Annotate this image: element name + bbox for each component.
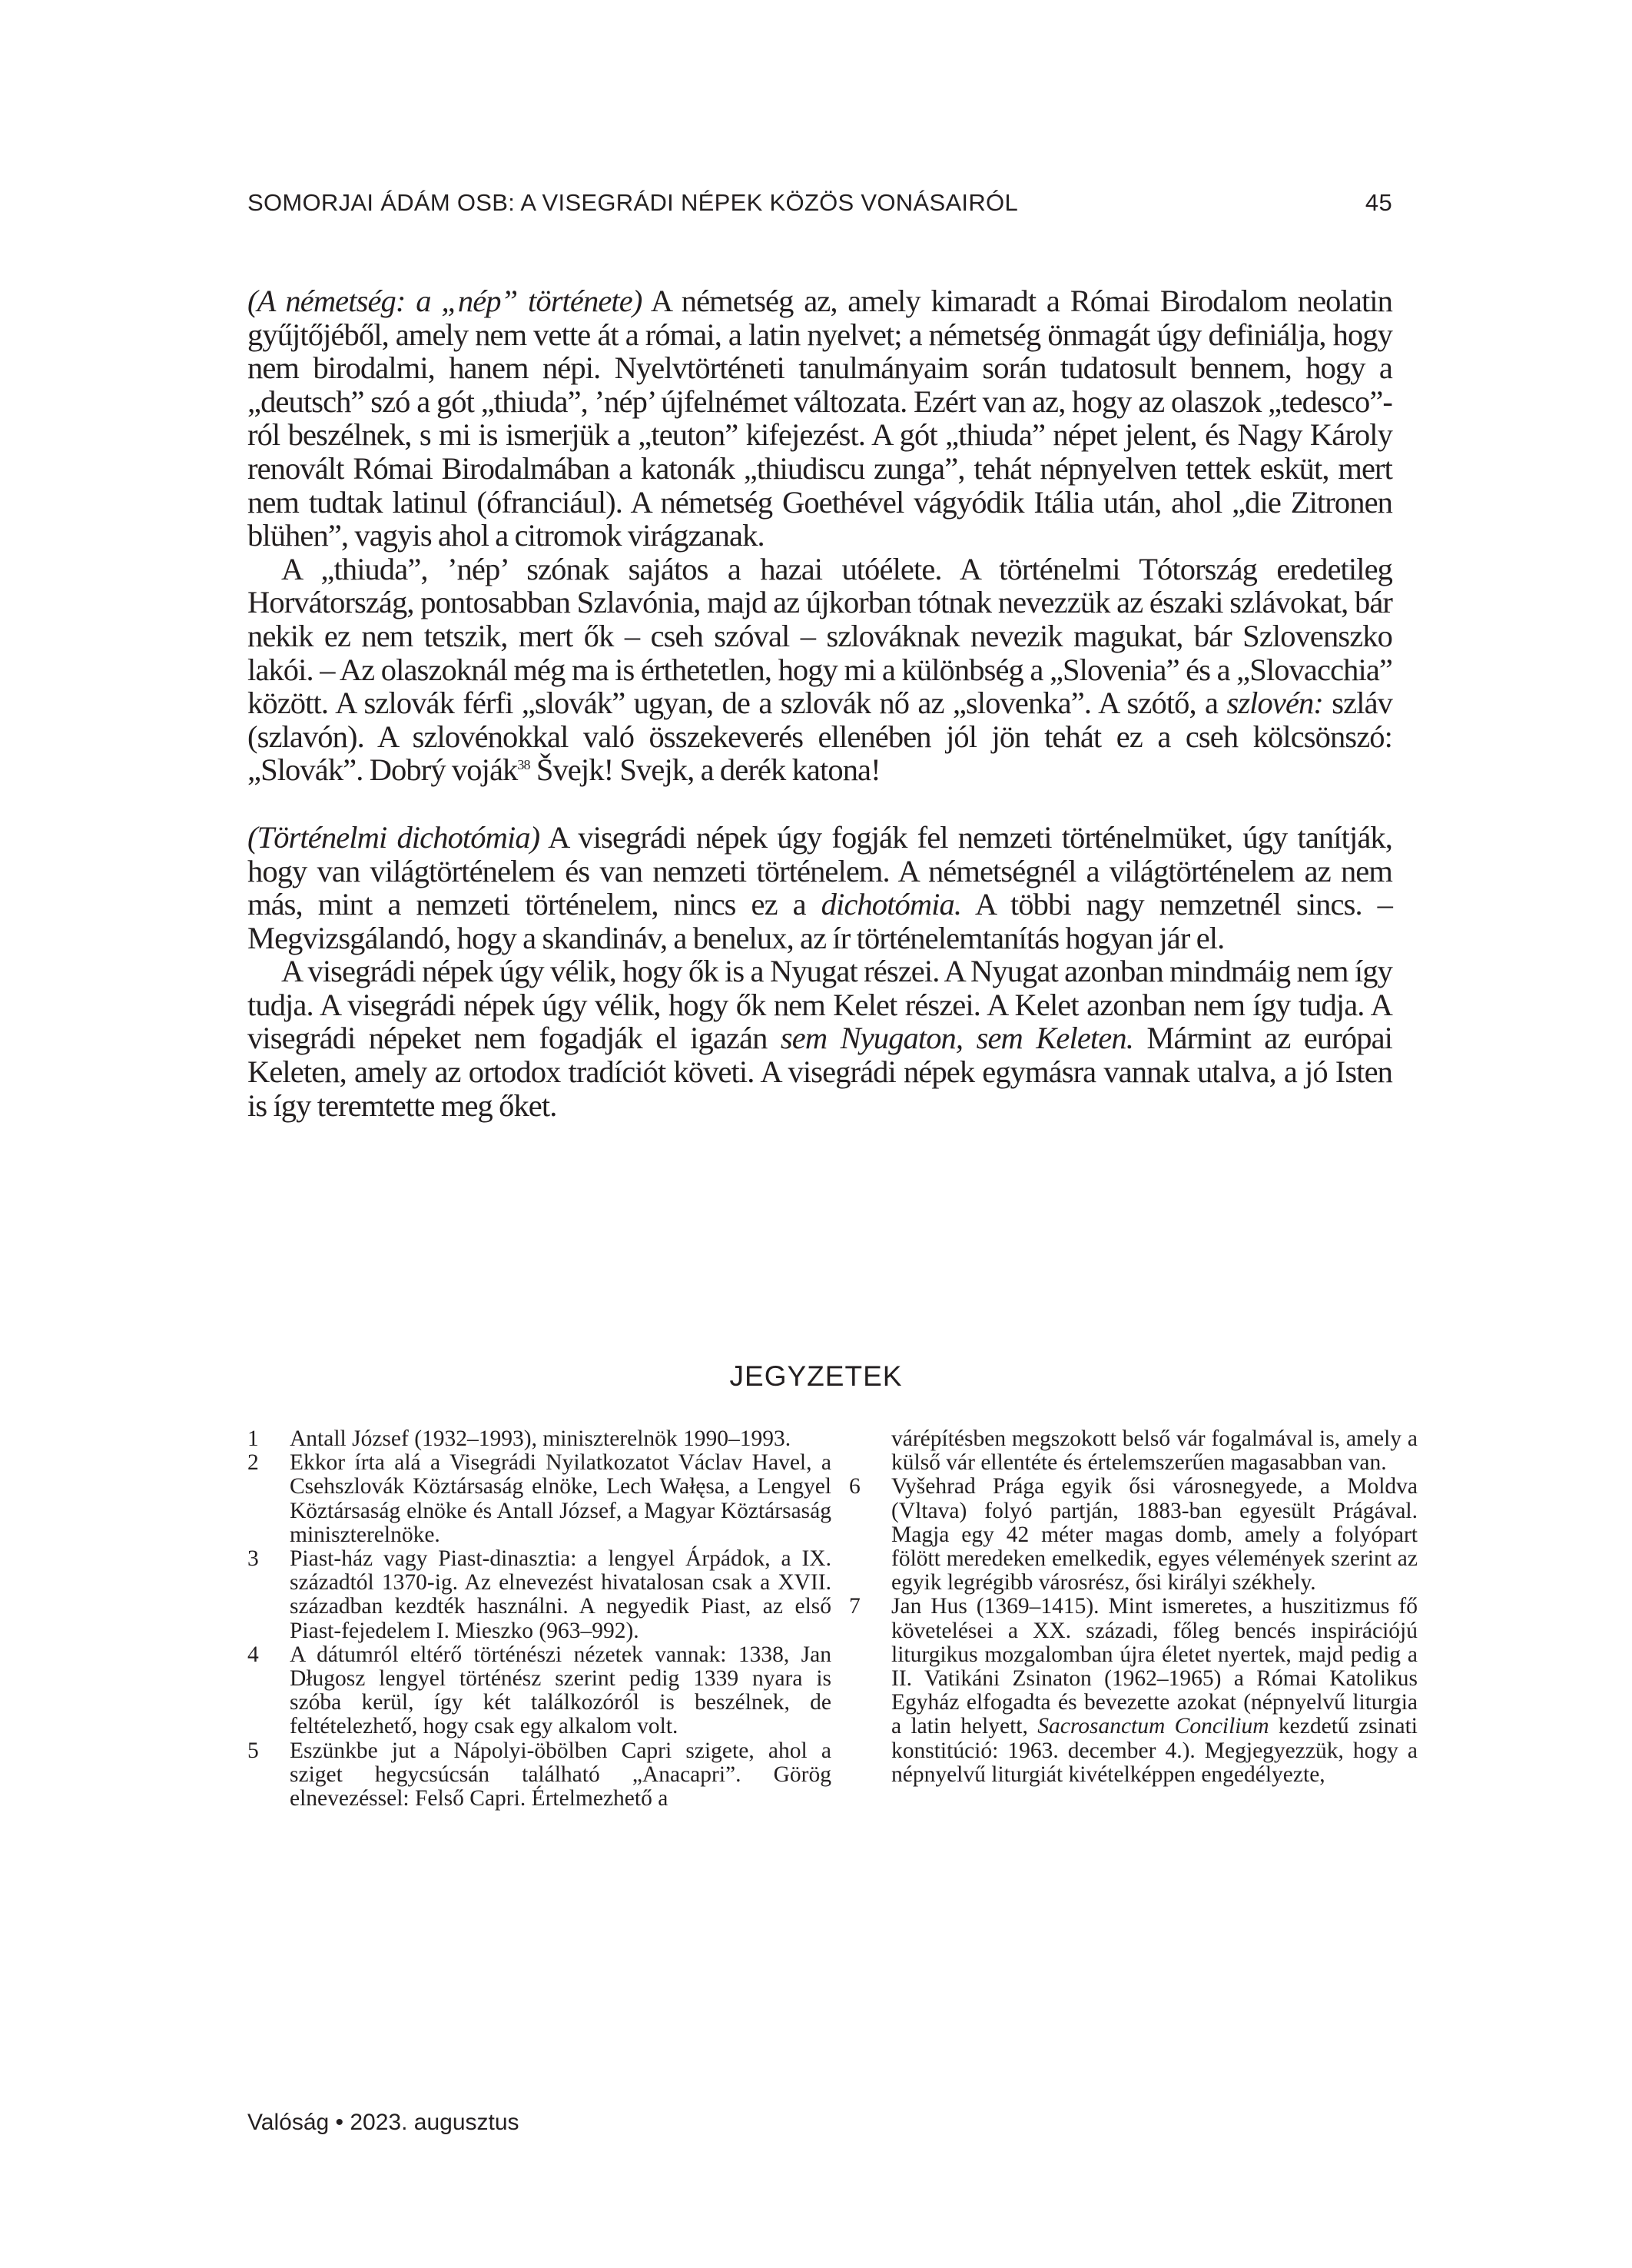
footnote-text: A dátumról eltérő történészi nézetek vannak: 1338, Jan Długosz lengyel történész szerint pedig 1339 nyara is szóba kerül, így két találkozóról is beszélnek, de feltételezhető, hogy csak egy alkalom volt. bbox=[290, 1642, 831, 1739]
footnote-3 bbox=[247, 1547, 831, 1643]
footnote-number: 1 bbox=[247, 1426, 259, 1451]
footnote-reference[interactable]: 38 bbox=[517, 757, 530, 773]
footnote-5-continued bbox=[849, 1427, 1418, 1475]
page-number: 45 bbox=[1365, 189, 1392, 216]
paragraph-nyugat-kelet: A visegrádi népek úgy vélik, hogy ők is a Nyugat részei. A Nyugat azonban mindmáig nem így tudja. A visegrádi népek úgy vélik, hogy ők nem Kelet részei. A Kelet azonban nem így tudja. A visegrádi népeket nem fogadják el igazán sem Nyugaton, sem Keleten. Mármint az európai Keleten, amely az ortodox tradíciót követi. A visegrádi népek egymásra vannak utalva, a jó Isten is így teremtette meg őket. bbox=[247, 954, 1392, 1123]
footnote-text: Ekkor írta alá a Visegrádi Nyilatkozatot Václav Havel, a Csehszlovák Köztársaság elnöke, Lech Wałęsa, a Lengyel Köztársaság elnöke és Antall József, a Magyar Köztársaság miniszterelnöke. bbox=[290, 1450, 831, 1547]
notes-column-left bbox=[247, 1427, 831, 1811]
footnote-text: Eszünkbe jut a Nápolyi-öbölben Capri szigete, ahol a sziget hegycsúcsán található „Anacapri”. Görög elnevezéssel: Felső Capri. Értelmezhető a bbox=[290, 1738, 831, 1811]
footnote-5 bbox=[247, 1739, 831, 1811]
italic-term-szloven: szlovén: bbox=[1226, 686, 1323, 721]
footnote-7 bbox=[849, 1595, 1418, 1787]
notes-column-right bbox=[849, 1427, 1418, 1787]
section-heading-dichotomia: (Történelmi dichotómia) bbox=[247, 819, 540, 855]
footnote-6 bbox=[849, 1475, 1418, 1595]
notes-heading: JEGYZETEK bbox=[729, 1360, 903, 1392]
italic-phrase-sem-nyugaton: sem Nyugaton, sem Keleten. bbox=[780, 1021, 1133, 1056]
footnote-text: Jan Hus (1369–1415). Mint ismeretes, a huszitizmus fő követelései a XX. századi, főleg bencés inspirációjú liturgikus mozgalomban újra életet nyertek, majd pedig a II. Vatikáni Zsinaton (1962–1965) a Római Katolikus Egyház elfogadta és bevezette azokat (népnyelvű liturgia a latin helyett, Sacrosanctum Concilium kezdetű zsinati konstitúció: 1963. december 4.). Megjegyezzük, hogy a népnyelvű liturgiát kivételképpen engedélyezte, bbox=[891, 1594, 1418, 1787]
footnote-number: 6 bbox=[849, 1474, 861, 1499]
footnote-number: 5 bbox=[247, 1738, 259, 1763]
footnote-4 bbox=[247, 1643, 831, 1739]
article-body bbox=[247, 284, 1392, 1122]
footnote-number: 2 bbox=[247, 1450, 259, 1476]
footnote-text: Piast-ház vagy Piast-dinasztia: a lengyel Árpádok, a IX. századtól 1370-ig. Az elnevezést hivatalosan csak a XVII. században kezdték használni. A negyedik Piast, az első Piast-fejedelem I. Mieszko (963–992). bbox=[290, 1546, 831, 1643]
page-footer: Valóság • 2023. augusztus bbox=[247, 2110, 519, 2135]
footnote-text: várépítésben megszokott belső vár fogalmával is, amely a külső vár ellentéte és értelemszerűen magasabban van. bbox=[891, 1426, 1418, 1476]
footnote-text: Antall József (1932–1993), miniszterelnök 1990–1993. bbox=[290, 1426, 791, 1451]
italic-title-sacrosanctum: Sacrosanctum Concilium bbox=[1037, 1714, 1269, 1739]
paragraph-thiuda: A „thiuda”, ’nép’ szónak sajátos a hazai utóélete. A történelmi Tótország eredetileg Horvátország, pontosabban Szlavónia, majd az újkorban tótnak nevezzük az északi szlávokat, bár nekik ez nem tetszik, mert ők – cseh szóval – szlováknak nevezik magukat, bár Szlovenszko lakói. – Az olaszoknál még ma is érthetetlen, hogy mi a különbség a „Slovenia” és a „Slovacchia” között. A szlovák férfi „slovák” ugyan, de a szlovák nő az „slovenka”. A szótő, a szlovén: szláv (szlavón). A szlovénokkal való összekeverés ellenében jól jön tehát ez a cseh kölcsönszó: „Slovák”. Dobrý voják$^{38}$ Švejk! Svejk, a derék katona! bbox=[247, 551, 1392, 788]
footnote-text: Vyšehrad Prága egyik ősi városnegyede, a Moldva (Vltava) folyó partján, 1883-ban egyesült Prágával. Magja egy 42 méter magas domb, amely a folyópart fölött meredeken emelkedik, egyes vélemények szerint az egyik legrégibb városrész, ősi királyi székhely. bbox=[891, 1474, 1418, 1596]
paragraph-dichotomia: (Történelmi dichotómia) A visegrádi népek úgy fogják fel nemzeti történelmüket, úgy tanítják, hogy van világtörténelem és van nemzeti történelem. A németségnél a világtörténelem az nem más, mint a nemzeti történelem, nincs ez a dichotómia. A többi nagy nemzetnél sincs. – Megvizsgálandó, hogy a skandináv, a benelux, az ír történelemtanítás hogyan jár el. bbox=[247, 819, 1393, 955]
footnote-number: 4 bbox=[247, 1642, 259, 1667]
italic-term-dichotomia: dichotómia. bbox=[821, 887, 962, 922]
section-heading-nemetseg: (A németség: a „nép” története) bbox=[247, 284, 642, 318]
footnote-number: 3 bbox=[247, 1546, 259, 1572]
footnote-2 bbox=[247, 1451, 831, 1547]
footnote-number: 7 bbox=[849, 1594, 861, 1619]
paragraph-nemetseg: (A németség: a „nép” története) A németség az, amely kimaradt a Római Birodalom neolatin gyűjtőjéből, amely nem vette át a római, a latin nyelvet; a németség önmagát úgy definiálja, hogy nem birodalmi, hanem népi. Nyelvtörténeti tanulmányaim során tudatosult bennem, hogy a „deutsch” szó a gót „thiuda”, ’nép’ újfelnémet változata. Ezért van az, hogy az olaszok „tedesco”-ról beszélnek, s mi is ismerjük a „teuton” kifejezést. A gót „thiuda” népet jelent, és Nagy Károly renovált Római Birodalmában a katonák „thiudiscu zunga”, tehát népnyelven tettek esküt, mert nem tudtak latinul (ófranciául). A németség Goethével vágyódik Itália után, ahol „die Zitronen blühen”, vagyis ahol a citromok virágzanak. bbox=[247, 284, 1393, 553]
running-title: SOMORJAI ÁDÁM OSB: A VISEGRÁDI NÉPEK KÖZÖS VONÁSAIRÓL bbox=[247, 189, 1018, 216]
running-header bbox=[247, 189, 1392, 217]
footnote-1 bbox=[247, 1427, 831, 1451]
